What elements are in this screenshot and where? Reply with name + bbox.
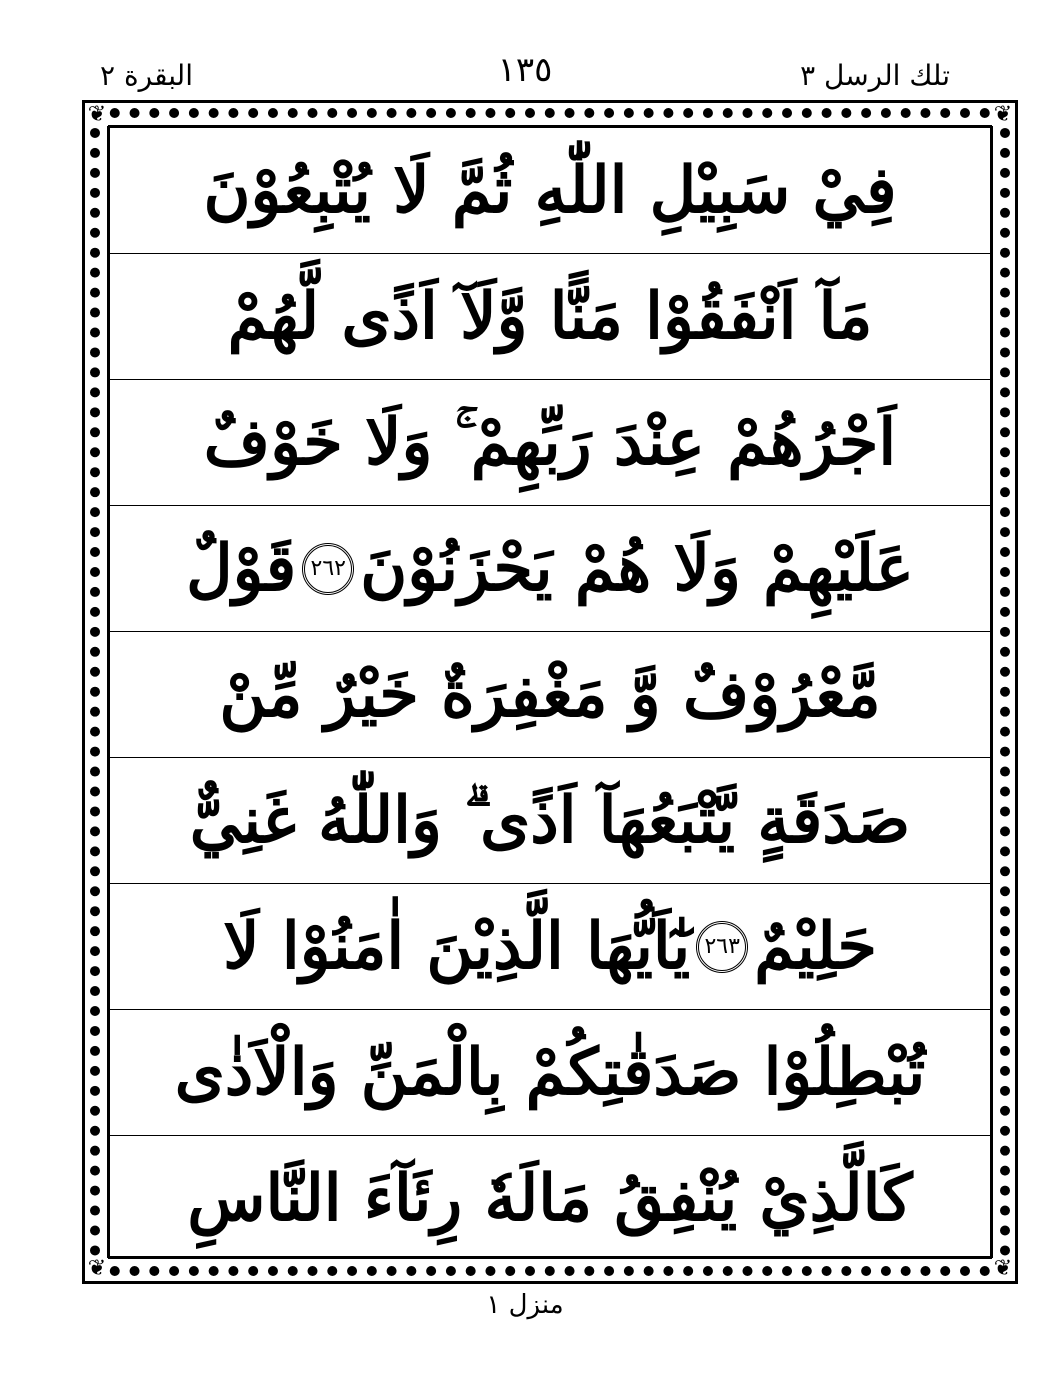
line-text: حَلِيْمٌ bbox=[754, 908, 877, 984]
text-line-8 bbox=[110, 1010, 990, 1136]
manzil-footer: منزل ١ bbox=[486, 1290, 564, 1320]
line-text: فِيْ سَبِيْلِ اللّٰهِ ثُمَّ لَا يُتْبِعُوْنَ bbox=[203, 152, 897, 228]
juz-name: تلك الرسل ٣ bbox=[800, 59, 950, 92]
surah-name: البقرة ٢ bbox=[100, 59, 193, 92]
text-line-5 bbox=[110, 632, 990, 758]
corner-ornament-icon: ❦ bbox=[993, 102, 1013, 127]
line-text-end: يٰٓاَيُّهَا الَّذِيْنَ اٰمَنُوْا لَا bbox=[223, 908, 691, 984]
line-text-end: قَوْلٌ bbox=[186, 530, 297, 606]
line-text: مَّعْرُوْفٌ وَّ مَغْفِرَةٌ خَيْرٌ مِّنْ bbox=[219, 656, 881, 732]
ayah-number-marker: ٢٦٣ bbox=[696, 921, 748, 973]
page-header bbox=[0, 0, 1050, 100]
text-line-4 bbox=[110, 506, 990, 632]
text-line-9 bbox=[110, 1136, 990, 1262]
ayah-number-marker: ٢٦٢ bbox=[302, 543, 354, 595]
line-text: صَدَقَةٍ يَّتْبَعُهَآ اَذًى ۗ وَاللّٰهُ غَنِيٌّ bbox=[189, 782, 911, 858]
text-line-3 bbox=[110, 380, 990, 506]
quran-text-lines bbox=[110, 128, 990, 1262]
corner-ornament-icon: ❦ bbox=[87, 1256, 107, 1281]
line-text: عَلَيْهِمْ وَلَا هُمْ يَحْزَنُوْنَ bbox=[360, 530, 914, 606]
line-text: كَالَّذِيْ يُنْفِقُ مَالَهٗ رِئَآءَ النَّاسِ bbox=[187, 1161, 913, 1236]
text-line-1 bbox=[110, 128, 990, 254]
text-line-2 bbox=[110, 254, 990, 380]
corner-ornament-icon: ❦ bbox=[993, 1256, 1013, 1281]
text-line-6 bbox=[110, 758, 990, 884]
corner-ornament-icon: ❦ bbox=[87, 102, 107, 127]
line-text: مَآ اَنْفَقُوْا مَنًّا وَّلَآ اَذًى لَّهُمْ bbox=[227, 278, 873, 354]
text-line-7 bbox=[110, 884, 990, 1010]
line-text: تُبْطِلُوْا صَدَقٰتِكُمْ بِالْمَنِّ وَالْاَذٰى bbox=[174, 1034, 926, 1110]
page-number: ١٣٥ bbox=[497, 50, 553, 90]
line-text: اَجْرُهُمْ عِنْدَ رَبِّهِمْ ۚ وَلَا خَوْفٌ bbox=[203, 404, 897, 480]
